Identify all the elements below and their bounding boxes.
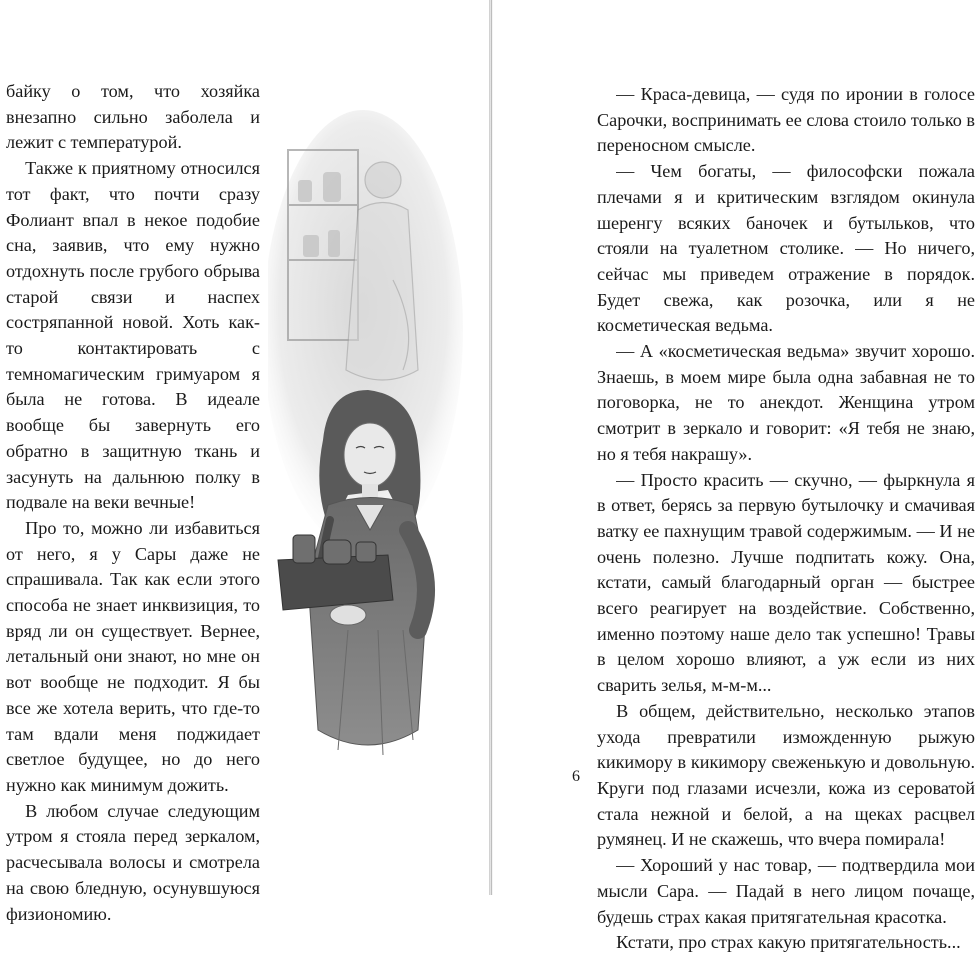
paragraph: — Хороший у нас товар, — подтвердила мои мысли Сара. — Падай в него лицом почаще, будешь страх какая притягательная красотка. xyxy=(597,855,975,927)
paragraph: — Просто красить — скучно, — фыркнула я в ответ, берясь за первую бутылочку и смачивая ватку ее пахнущим травой содержимым. — И не очень полезно. Лучше подпитать кожу. Она, кстати, самый благодарный орган — быстрее всего реагирует на воздействие. Собственно, именно поэтому наше дело так успешно! Травы в целом хорошо влияют, а уж если из них сварить зелья, м-м-м... xyxy=(597,469,975,696)
paragraph: В любом случае следующим утром я стояла перед зеркалом, расчесывала волосы и смотрела на свою бледную, осунувшуюся физиономию. xyxy=(6,800,260,924)
paragraph: — А «косметическая ведьма» звучит хорошо. Знаешь, в моем мире была одна забавная не то поговорка, не то анекдот. Женщина утром смотрит в зеркало и говорит: «Я тебя не знаю, но я тебя накрашу». xyxy=(597,341,975,464)
book-spine-line xyxy=(491,0,492,895)
paragraph: Кстати, про страх какую притягательность... xyxy=(616,932,961,953)
paragraph: Про то, можно ли избавиться от него, я у Сары даже не спрашивала. Так как если этого способа не знает инквизиция, то вряд ли он существует. Вернее, летальный они знают, но мне он вот вообще не подходит. Я бы все же хотела верить, что где-то там вдали меня поджидает светлое будущее, но до него нужно как минимум дожить. xyxy=(6,517,260,795)
paragraph: — Краса-девица, — судя по иронии в голосе Сарочки, воспринимать ее слова стоило только в переносном смысле. xyxy=(597,84,975,156)
page-number: 6 xyxy=(572,768,580,785)
illustration-woman-with-jars xyxy=(268,110,468,790)
paragraph: В общем, действительно, несколько этапов ухода превратили изможденную рыжую кикимору в кикимору свеженькую и довольную. Круги под глазами исчезли, кожа из сероватой стала нежной и белой, а на щеках расцвел румянец. И не скажешь, что вчера помирала! xyxy=(597,700,975,850)
paragraph: Также к приятному относился тот факт, что почти сразу Фолиант впал в некое подобие сна, заявив, что ему нужно отдохнуть после грубого обрыва старой связи и наспех состряпанной новой. Хоть как-то контактировать с темномагическим гримуаром я была не готова. В идеале вообще бы завернуть его обратно в защитную ткань и засунуть на дальнюю полку в подвале на веки вечные! xyxy=(6,158,260,513)
left-page-text xyxy=(6,79,260,927)
paragraph: байку о том, что хозяйка внезапно сильно заболела и лежит с температурой. xyxy=(6,81,260,153)
right-page-text xyxy=(597,82,975,956)
paragraph: — Чем богаты, — философски пожала плечами я и критическим взглядом окинула шеренгу всяких баночек и бутыльков, что стояли на туалетном столике. — Но ничего, сейчас мы приведем отражение в порядок. Будет свежа, как розочка, или я не косметическая ведьма. xyxy=(597,161,975,336)
